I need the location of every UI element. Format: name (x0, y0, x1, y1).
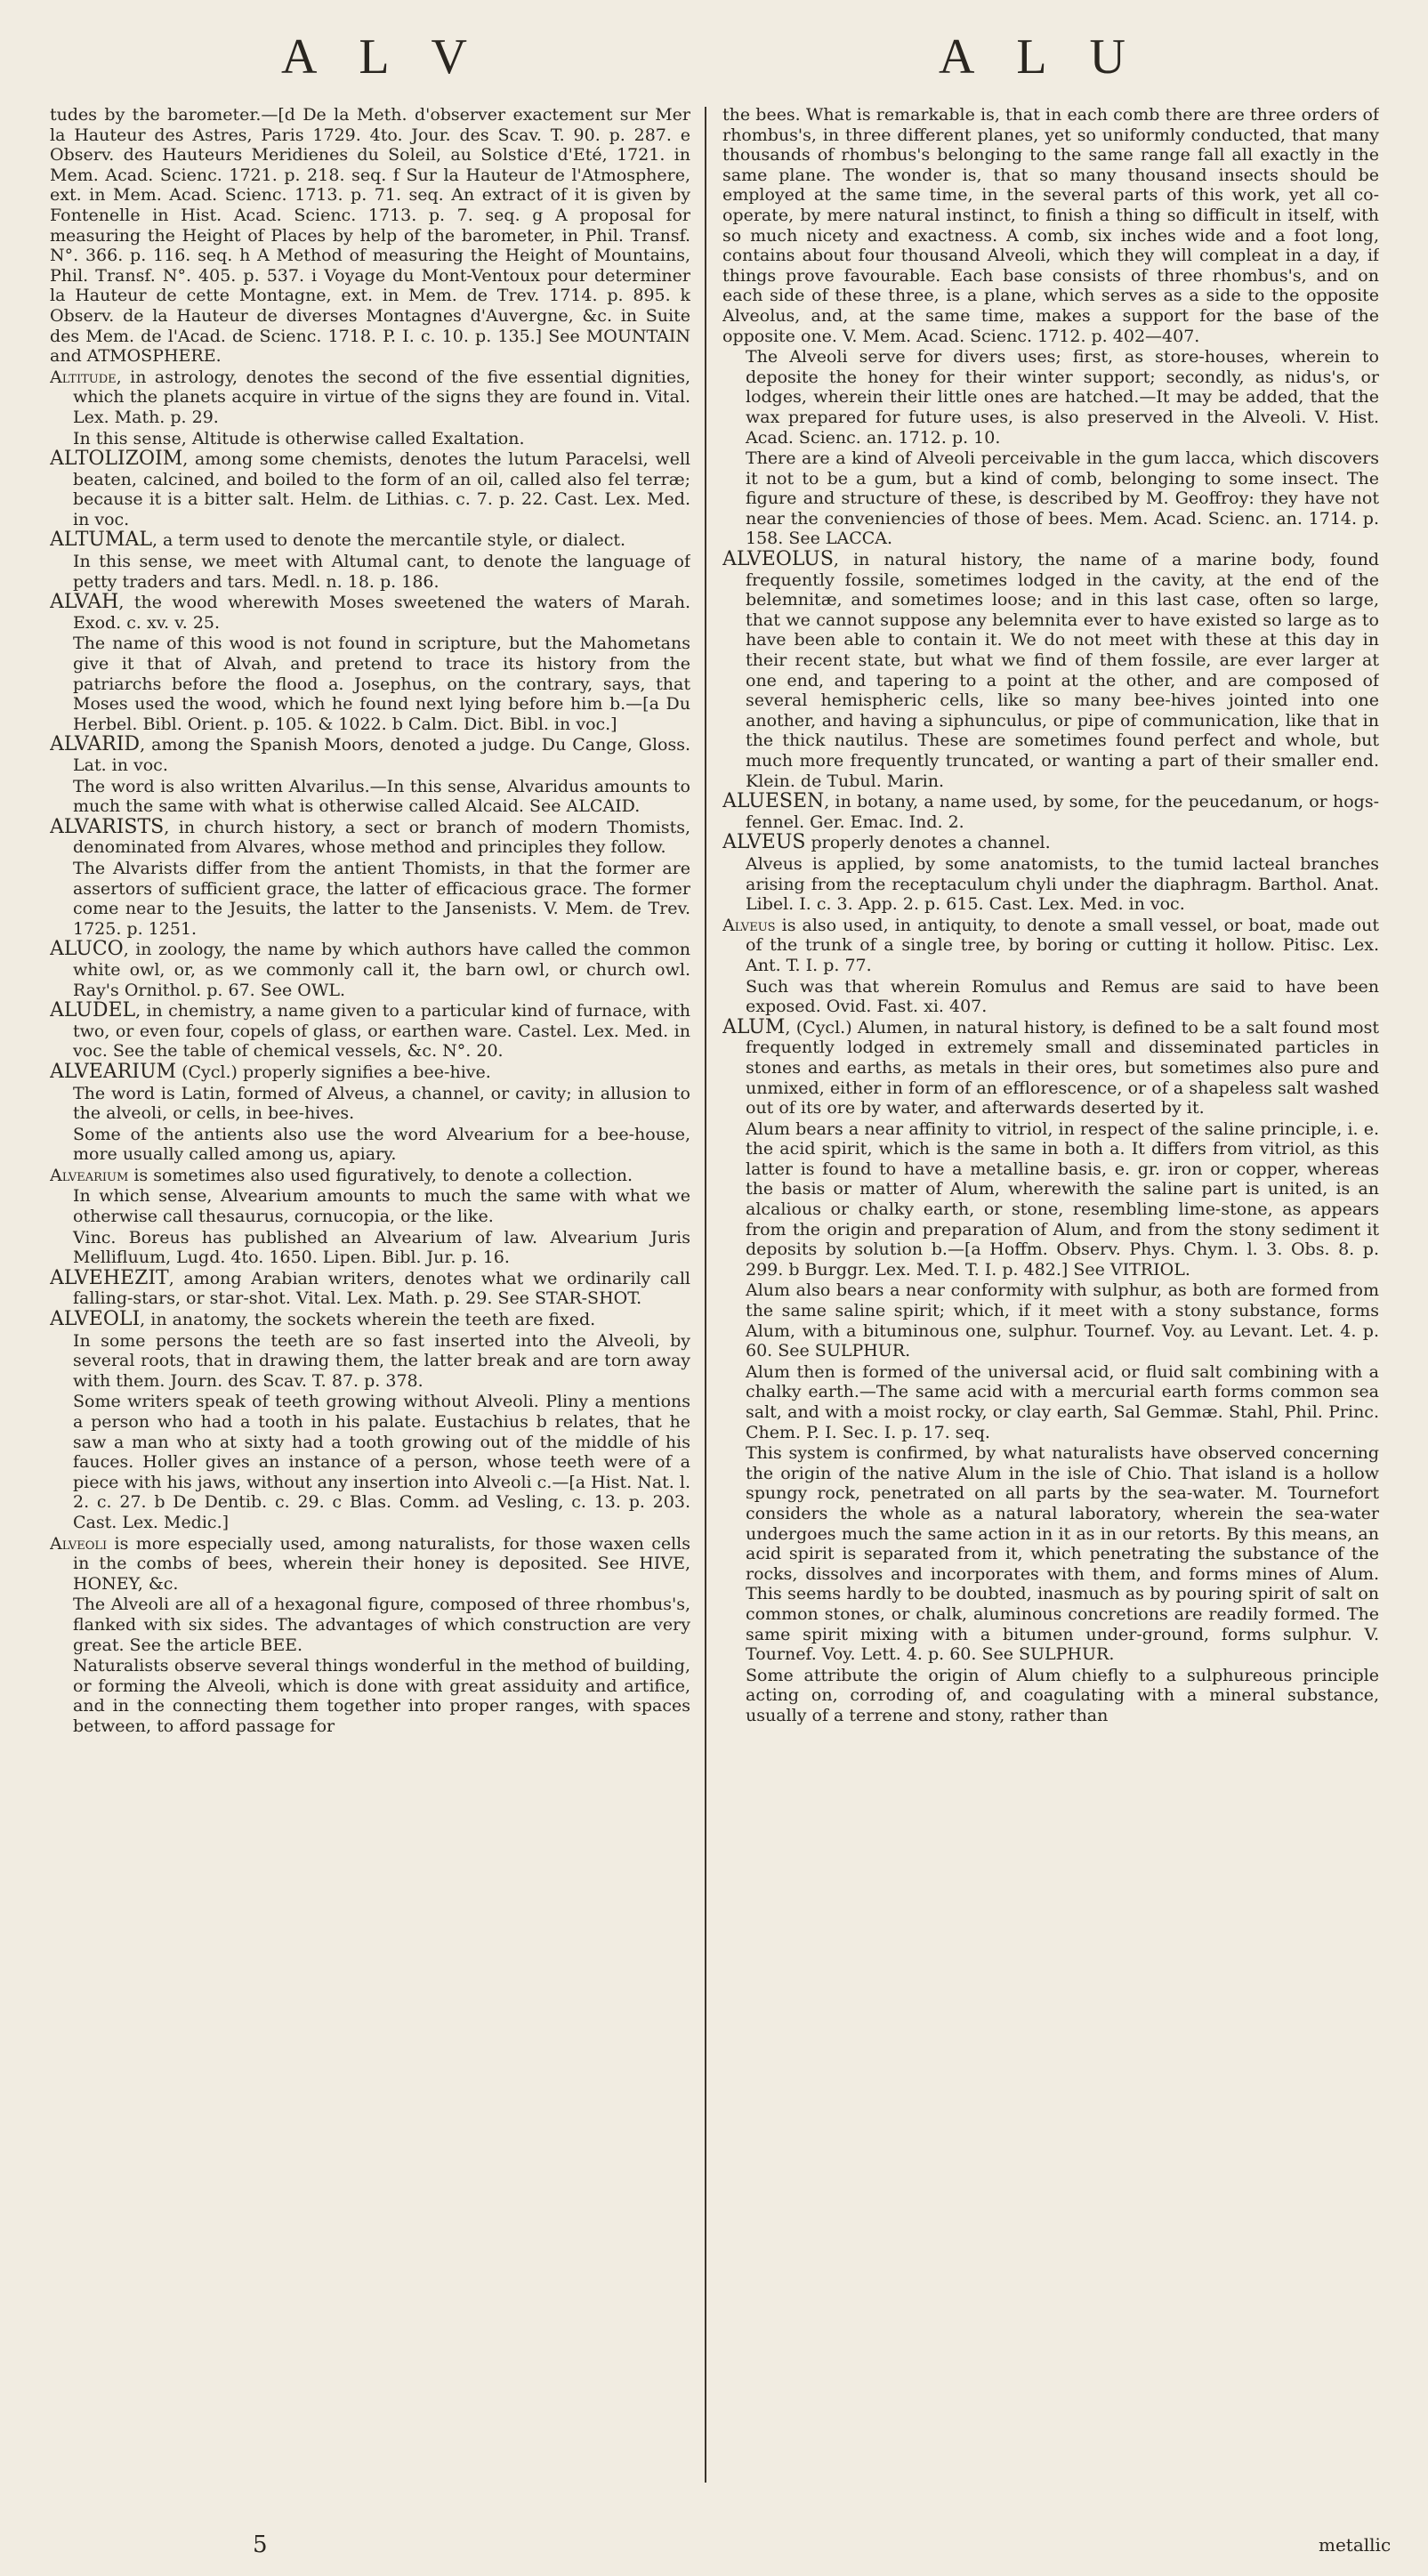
entry-headword: ALUCO (50, 938, 124, 961)
entry-text: , among some chemists, denotes the lutum Paracelsi, well beaten, calcined, and boiled to the form of an oil, called also fel terræ; because it is a bitter salt. Helm. de Lithias. c. 7. p. 22. Cast. Lex. Med. in voc. (73, 449, 690, 529)
entry-headword: ALVARID (50, 733, 141, 756)
entry-headword: Altitude (50, 367, 117, 387)
entry-paragraph: Vinc. Boreus has published an Alvearium of law. Alvearium Juris Mellifluum, Lugd. 4to. 1650. Lipen. Bibl. Jur. p. 16. (73, 1227, 690, 1268)
entry-text: , among Arabian writers, denotes what we ordinarily call falling-stars, or star-shot. Vital. Lex. Math. p. 29. See STAR-SHOT. (73, 1268, 690, 1309)
entry-paragraph: Some attribute the origin of Alum chiefly to a sulphureous principle acting on, corroding of, and coagulating with a mineral substance, usually of a terrene and stony, rather than (746, 1665, 1379, 1725)
dictionary-entry (50, 1166, 690, 1186)
catchword: metallic (1319, 2534, 1392, 2556)
entry-paragraph: Some of the antients also use the word Alvearium for a bee-house, more usually called among us, apiary. (73, 1124, 690, 1165)
entry-headword: ALTUMAL (50, 529, 152, 552)
entry-paragraph: In which sense, Alvearium amounts to much the same with what we otherwise call thesaurus, cornucopia, or the like. (73, 1186, 690, 1227)
entry-text: is sometimes also used figuratively, to denote a collection. (128, 1165, 633, 1185)
page-number: 5 (253, 2532, 268, 2558)
page-header (0, 23, 1428, 94)
entry-text: , among the Spanish Moors, denoted a judge. Du Cange, Gloss. Lat. in voc. (73, 735, 690, 775)
dictionary-entry (50, 1266, 690, 1309)
entry-headword: ALVEHEZIT (50, 1266, 169, 1289)
dictionary-entry (50, 367, 690, 428)
entry-paragraph: Alum bears a near affinity to vitriol, in respect of the saline principle, i. e. the acid spirit, which is the same in both a. It differs from vitriol, as this latter is found to have a metalline basis, e. gr. iron or copper, whereas the basis or matter of Alum, wherewith the saline part is united, is an alcalious or chalky earth, or stone, resembling lime-stone, as appears from the origin and preparation of Alum, and from the stony sediment it deposits by solution b.—[a Hoffm. Observ. Phys. Chym. l. 3. Obs. 8. p. 299. b Burggr. Lex. Med. T. I. p. 482.] See VITRIOL. (746, 1118, 1379, 1280)
entry-paragraph: In this sense, Altitude is otherwise called Exaltation. (73, 428, 525, 448)
entry-paragraph: There are a kind of Alveoli perceivable in the gum lacca, which discovers it not to be a gum, but a kind of comb, belonging to some insect. The figure and structure of these, is described by M. Geoffroy: they have not near the conveniencies of those of bees. Mem. Acad. Scienc. an. 1714. p. 158. See LACCA. (746, 448, 1379, 549)
dictionary-entry (722, 833, 1379, 853)
entry-text: , in church history, a sect or branch of modern Thomists, denominated from Alvares, whose method and principles they follow. (73, 817, 690, 858)
entry-headword: ALVEOLUS (722, 548, 834, 571)
entry-text: , in chemistry, a name given to a particular kind of furnace, with two, or even four, copels of glass, or earthen ware. Castel. Lex. Med. in voc. See the table of chemical vessels, &c. N°. 20. (73, 1001, 690, 1062)
entry-paragraph: Naturalists observe several things wonderful in the method of building, or forming the Alveoli, which is done with great assiduity and artifice, and in the connecting them together into proper ranges, with spaces between, to afford passage for (73, 1656, 690, 1736)
entry-paragraph: The Alvarists differ from the antient Thomists, in that the former are assertors of sufficient grace, the latter of efficacious grace. The former come near to the Jesuits, the latter to the Jansenists. V. Mem. de Trev. 1725. p. 1251. (73, 858, 690, 939)
entry-headword: ALVEUS (722, 831, 806, 854)
entry-headword: ALUM (722, 1015, 786, 1038)
dictionary-entry (722, 916, 1379, 976)
entry-headword: ALVEOLI (50, 1308, 141, 1331)
dictionary-entry (50, 1310, 690, 1330)
dictionary-entry (50, 1001, 690, 1062)
dictionary-entry (50, 940, 690, 1000)
entry-headword: ALVAH (50, 591, 119, 614)
entry-headword: ALTOLIZOIM (50, 448, 183, 471)
entry-text: is more especially used, among naturalists, for those waxen cells in the combs of bees, wherein their honey is deposited. See HIVE, HONEY, &c. (73, 1533, 690, 1594)
entry-text: , (Cycl.) Alumen, in natural history, is defined to be a salt found most frequently lodged in extremely small and disseminated particles in stones and earths, as metals in their ores, but sometimes also pure and unmixed, either in form of an efflorescence, or of a shapeless salt washed out of its ore by water, and afterwards deserted by it. (746, 1017, 1379, 1118)
continued-text: tudes by the barometer.—[d De la Meth. d'observer exactement sur Mer la Hauteur des Astres, Paris 1729. 4to. Jour. des Scav. T. 90. p. 287. e Observ. des Hauteurs Meridienes du Soleil, au Solstice d'Eté, 1721. in Mem. Acad. Scienc. 1721. p. 218. seq. f Sur la Hauteur de l'Atmosphere, ext. in Mem. Acad. Scienc. 1713. p. 71. seq. An extract of it is given by Fontenelle in Hist. Acad. Scienc. 1713. p. 7. seq. g A proposal for measuring the Height of Places by help of the barometer, in Phil. Transf. N°. 366. p. 116. seq. h A Method of measuring the Height of Mountains, Phil. Transf. N°. 405. p. 537. i Voyage du Mont-Ventoux pour determiner la Hauteur de cette Montagne, ext. in Mem. de Trev. 1714. p. 895. k Observ. de la Hauteur de diverses Montagnes d'Auvergne, &c. in Suite des Mem. de l'Acad. de Scienc. 1718. P. I. c. 10. p. 135.] See MOUNTAIN and ATMOSPHERE. (50, 105, 690, 367)
entry-paragraph: Some writers speak of teeth growing without Alveoli. Pliny a mentions a person who had a tooth in his palate. Eustachius b relates, that he saw a man who at sixty had a tooth growing out of the middle of his fauces. Holler gives an instance of a person, whose teeth were of a piece with his jaws, without any insertion into Alveoli c.—[a Hist. Nat. l. 2. c. 27. b De Dentib. c. 29. c Blas. Comm. ad Vesling, c. 13. p. 203. Cast. Lex. Medic.] (73, 1392, 690, 1532)
entry-text: , in botany, a name used, by some, for the peucedanum, or hogs-fennel. Ger. Emac. Ind. 2. (746, 792, 1379, 832)
entry-headword: Alveus (722, 915, 776, 935)
dictionary-entry (722, 792, 1379, 832)
entry-text: , in zoology, the name by which authors have called the common white owl, or, as we commonly call it, the barn owl, or church owl. Ray's Ornithol. p. 67. See OWL. (73, 940, 690, 1000)
entry-paragraph: In some persons the teeth are so fast inserted into the Alveoli, by several roots, that in drawing them, the latter break and are torn away with them. Journ. des Scav. T. 87. p. 378. (73, 1330, 690, 1391)
dictionary-entry (50, 449, 690, 529)
entry-paragraph: In this sense, we meet with Altumal cant, to denote the language of petty traders and tars. Medl. n. 18. p. 186. (73, 552, 690, 592)
entry-headword: Alvearium (50, 1165, 129, 1185)
dictionary-entry (50, 1062, 690, 1083)
dictionary-entry (50, 815, 690, 858)
entry-text: , in natural history, the name of a marine body, found frequently fossile, sometimes lodged in the cavity, at the end of the belemnitæ, and sometimes loose; and in this last case, often so large, that we cannot suppose any belemnita ever to have existed so large as to have been able to contain it. We do not meet with these at this day in their recent state, but what we find of them fossile, are ever larger at one end, and tapering to a point at the other, and are composed of several hemispheric cells, like so many bee-hives jointed into one another, and having a siphunculus, or pipe of communication, like that in the thick nautilus. These are sometimes found perfect and whole, but much more frequently truncated, or wanting a part of their smaller end. Klein. de Tubul. Marin. (746, 550, 1379, 791)
entry-headword: ALVEARIUM (50, 1060, 177, 1083)
entry-text: (Cycl.) properly signifies a bee-hive. (176, 1062, 491, 1082)
entry-paragraph: The word is Latin, formed of Alveus, a channel, or cavity; in allusion to the alveoli, or cells, in bee-hives. (73, 1083, 690, 1124)
running-head-left: A L V (281, 29, 483, 85)
dictionary-entry (50, 593, 690, 633)
entry-headword: Alveoli (50, 1533, 108, 1554)
entry-paragraph: The Alveoli serve for divers uses; first, as store-houses, wherein to deposite the honey for their winter support; secondly, as nidus's, or lodges, wherein their little ones are hatched.—It may be added, that the wax prepared for future uses, is also preserved in the Alveoli. V. Hist. Acad. Scienc. an. 1712. p. 10. (746, 347, 1379, 448)
entry-headword: ALUDEL (50, 999, 136, 1022)
entry-paragraph: The Alveoli are all of a hexagonal figure, composed of three rhombus's, flanked with six sides. The advantages of which construction are very great. See the article BEE. (73, 1595, 690, 1655)
entry-paragraph: Such was that wherein Romulus and Remus are said to have been exposed. Ovid. Fast. xi. 407. (746, 976, 1379, 1017)
entry-paragraph: The name of this wood is not found in scripture, but the Mahometans give it that of Alvah, and pretend to trace its history from the patriarchs before the flood a. Josephus, on the contrary, says, that Moses used the wood, which he found next lying before him b.—[a Du Herbel. Bibl. Orient. p. 105. & 1022. b Calm. Dict. Bibl. in voc.] (73, 634, 690, 734)
right-column (722, 105, 1379, 2507)
dictionary-entry (50, 735, 690, 775)
entry-text: is also used, in antiquity, to denote a small vessel, or boat, made out of the trunk of a single tree, by boring or cutting it hollow. Pitisc. Lex. Ant. T. I. p. 77. (746, 915, 1379, 975)
entry-paragraph: Alveus is applied, by some anatomists, to the tumid lacteal branches arising from the receptaculum chyli under the diaphragm. Barthol. Anat. Libel. I. c. 3. App. 2. p. 615. Cast. Lex. Med. in voc. (746, 853, 1379, 915)
entry-paragraph: Alum then is formed of the universal acid, or fluid salt combining with a chalky earth.—The same acid with a mercurial earth forms common sea salt, and with a moist rocky, or clay earth, Sal Gemmæ. Stahl, Phil. Princ. Chem. P. I. Sec. I. p. 17. seq. (746, 1361, 1379, 1442)
entry-text: , the wood wherewith Moses sweetened the waters of Marah. Exod. c. xv. v. 25. (73, 593, 690, 633)
entry-text: properly denotes a channel. (805, 833, 1051, 853)
entry-headword: ALUESEN (722, 790, 825, 813)
running-head-right: A L U (939, 29, 1142, 85)
entry-paragraph: This system is confirmed, by what naturalists have observed concerning the origin of the native Alum in the isle of Chio. That island is a hollow spungy rock, penetrated on all parts by the sea-water. M. Tournefort considers the whole as a natural laboratory, wherein the sea-water undergoes much the same action in it as in our retorts. By this means, an acid spirit is separated from it, which penetrating the substance of the rocks, dissolves and incorporates with them, and forms mines of Alum. This seems hardly to be doubted, inasmuch as by pouring spirit of salt on common stones, or chalk, aluminous concretions are readily formed. The same spirit mixing with a bitumen under-ground, forms sulphur. V. Tournef. Voy. Lett. 4. p. 60. See SULPHUR. (746, 1443, 1379, 1665)
entry-paragraph: The word is also written Alvarilus.—In this sense, Alvaridus amounts to much the same with what is otherwise called Alcaid. See ALCAID. (73, 776, 690, 817)
entry-text: , in astrology, denotes the second of the five essential dignities, which the planets acquire in virtue of the signs they are found in. Vital. Lex. Math. p. 29. (73, 367, 690, 427)
dictionary-entry (50, 1534, 690, 1595)
column-divider (705, 107, 706, 2483)
left-column (50, 105, 690, 2507)
entry-text: , a term used to denote the mercantile style, or dialect. (151, 530, 626, 551)
entry-headword: ALVARISTS (50, 815, 165, 838)
continued-text: the bees. What is remarkable is, that in each comb there are three orders of rhombus's, in three different planes, yet so uniformly conducted, that many thousands of rhombus's belonging to the same range fall all exactly in the same plane. The wonder is, that so many thousand insects should be employed at the same time, in the several parts of this work, yet all co-operate, by mere natural instinct, to finish a thing so difficult in itself, with so much nicety and exactness. A comb, six inches wide and a foot long, contains about four thousand Alveoli, which they will compleat in a day, if things prove favourable. Each base consists of three rhombus's, and on each side of these three, is a plane, which serves as a side to the opposite Alveolus, and, at the same time, makes a support for the base of the opposite one. V. Mem. Acad. Scienc. 1712. p. 402—407. (722, 105, 1379, 346)
dictionary-entry (50, 530, 690, 551)
dictionary-entry (722, 1015, 1379, 1118)
entry-text: , in anatomy, the sockets wherein the teeth are fixed. (140, 1310, 596, 1330)
dictionary-entry (722, 550, 1379, 791)
entry-paragraph: Alum also bears a near conformity with sulphur, as both are formed from the same saline spirit; which, if it meet with a stony substance, forms Alum, with a bituminous one, sulphur. Tournef. Voy. au Levant. Let. 4. p. 60. See SULPHUR. (746, 1280, 1379, 1361)
